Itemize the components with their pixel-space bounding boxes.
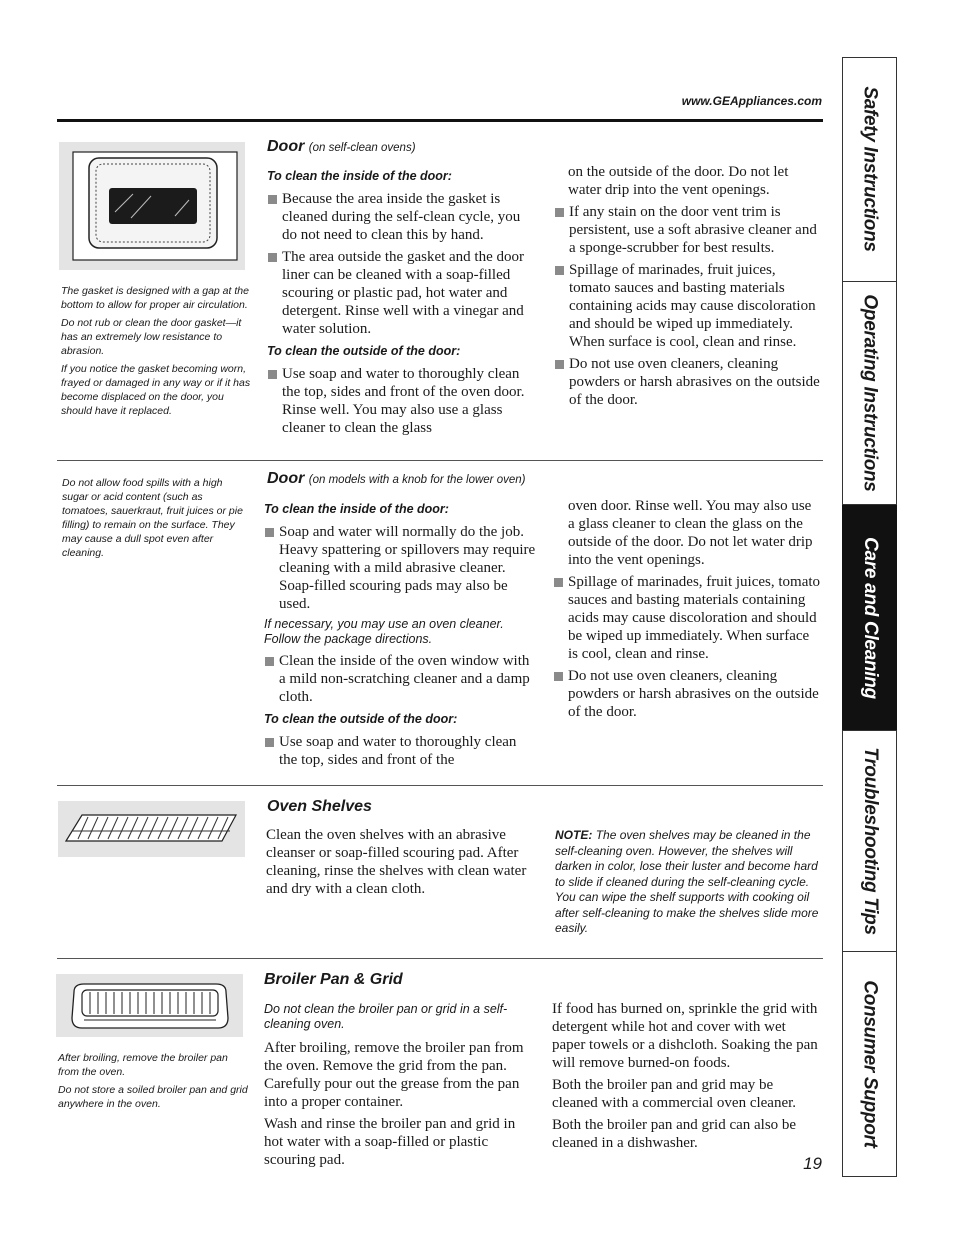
header-rule (57, 119, 823, 122)
tab-care-and-cleaning[interactable] (842, 505, 897, 731)
oven-shelves-body: Clean the oven shelves with an abrasive cleanser or soap-filled scouring pad. After cleaning, rinse the shelves with clean water and dry with a clean cloth. (266, 827, 527, 897)
tab-troubleshooting-tips[interactable] (842, 731, 897, 952)
continued-text: on the outside of the door. Do not let water drip into the vent openings. (568, 164, 789, 198)
bullet-item: Use soap and water to thoroughly clean the top, sides and front of the oven door. Rinse well. You may also use a glass cleaner to clean the glass (267, 365, 537, 437)
tab-operating-instructions[interactable] (842, 282, 897, 505)
bullet-item: If any stain on the door vent trim is persistent, use a soft abrasive cleaner and a sponge-scrubber for best results. (554, 203, 820, 257)
self-clean-warning: Do not clean the broiler pan or grid in a self-cleaning oven. (264, 1002, 508, 1031)
outside-door-heading: To clean the outside of the door: (267, 344, 461, 358)
oven-door-illustration (59, 142, 245, 270)
title-subtitle: (on models with a knob for the lower oven) (308, 474, 526, 486)
note-text: Do not rub or clean the door gasket—it has an extremely low resistance to abrasion. (61, 317, 242, 357)
note-text: Do not store a soiled broiler pan and grid anywhere in the oven. (58, 1084, 248, 1110)
note-text: The gasket is designed with a gap at the bottom to allow for proper air circulation. (61, 285, 249, 311)
oven-cleaner-note: If necessary, you may use an oven cleaner. Follow the package directions. (264, 617, 504, 646)
bullet-item: Soap and water will normally do the job. Heavy spattering or spillovers may require cleaning with a mild abrasive cleaner. Soap-filled scouring pads may also be used. (264, 523, 538, 613)
broiler-right-column (552, 1000, 822, 1156)
paragraph: Wash and rinse the broiler pan and grid in hot water with a soap-filled or plastic scouring pad. (264, 1116, 516, 1168)
note-text: After broiling, remove the broiler pan from the oven. (58, 1052, 228, 1078)
oven-shelves-note (555, 828, 821, 937)
door-knob-left-column (264, 498, 538, 773)
bullet-item: Spillage of marinades, fruit juices, tomato sauces and basting materials containing acids may cause discoloration and should be wiped up immediately. When surface is cool, clean and rinse. (554, 261, 820, 351)
bullet-item: Do not use oven cleaners, cleaning powders or harsh abrasives on the outside of the door. (553, 667, 821, 721)
paragraph: Both the broiler pan and grid can also be cleaned in a dishwasher. (552, 1117, 797, 1151)
broiler-notes (58, 1051, 248, 1115)
tab-consumer-support[interactable] (842, 952, 897, 1176)
section-title-door-knob (267, 470, 525, 488)
title-text: Door (267, 470, 305, 487)
note-label: NOTE: (555, 828, 593, 842)
section-title-door-self-clean (267, 138, 416, 156)
page-number: 19 (803, 1154, 822, 1173)
inside-door-heading: To clean the inside of the door: (264, 502, 449, 516)
section-divider (57, 785, 823, 786)
outside-door-heading: To clean the outside of the door: (264, 712, 458, 726)
broiler-left-column (264, 1002, 536, 1173)
bullet-item: Because the area inside the gasket is cleaned during the self-clean cycle, you do not need to clean this by hand. (267, 190, 537, 244)
door-self-clean-left-column (267, 165, 537, 441)
broiler-pan-illustration (56, 974, 243, 1037)
tab-label: Care and Cleaning (859, 536, 881, 699)
website-url: www.GEAppliances.com (681, 94, 822, 108)
tab-safety-instructions[interactable] (842, 57, 897, 282)
title-text: Door (267, 138, 305, 155)
note-text: If you notice the gasket becoming worn, frayed or damaged in any way or if it has become displaced on the door, you should have it replaced. (61, 363, 251, 417)
paragraph: After broiling, remove the broiler pan from the oven. Remove the grid from the pan. Carefully pour out the grease from the pan into a proper container. (264, 1040, 524, 1110)
section-divider (57, 460, 823, 461)
bullet-item: Spillage of marinades, fruit juices, tomato sauces and basting materials containing acids may cause discoloration and should be wiped up immediately. When surface is cool, clean and rinse. (553, 573, 821, 663)
oven-shelf-icon (58, 801, 245, 857)
note-text: The oven shelves may be cleaned in the self-cleaning oven. However, the shelves will darken in color, lose their luster and become hard to slide if cleaned during the self-cleaning cycle. You can wipe the shelf supports with cooking oil after self-cleaning to make the shelves slide more easily. (555, 828, 819, 935)
gasket-notes (61, 284, 256, 422)
tab-label: Consumer Support (859, 980, 881, 1148)
spill-warning-note: Do not allow food spills with a high sugar or acid content (such as tomatoes, sauerkraut, fruit juices or pie filling) to remain on the surface. They may cause a dull spot even after cleaning. (62, 477, 243, 559)
oven-door-gasket-icon (59, 142, 245, 270)
bullet-item: Use soap and water to thoroughly clean the top, sides and front of the (264, 733, 538, 769)
section-title-broiler-pan: Broiler Pan & Grid (264, 971, 403, 988)
door-self-clean-right-column (554, 163, 820, 413)
paragraph: Both the broiler pan and grid may be cleaned with a commercial oven cleaner. (552, 1077, 797, 1111)
bullet-item: Clean the inside of the oven window with a mild non-scratching cleaner and a damp cloth. (264, 652, 538, 706)
tab-label: Operating Instructions (859, 294, 881, 492)
title-subtitle: (on self-clean ovens) (308, 142, 416, 154)
section-divider (57, 958, 823, 959)
door-knob-right-column (553, 497, 821, 725)
broiler-pan-icon (56, 974, 243, 1037)
continued-text: oven door. Rinse well. You may also use a glass cleaner to clean the glass on the outside of the door. Do not let water drip into the vent openings. (568, 498, 813, 568)
bullet-item: The area outside the gasket and the door liner can be cleaned with a soap-filled scouring or plastic pad, hot water and detergent. Rinse well with a vinegar and water solution. (267, 248, 537, 338)
section-title-oven-shelves: Oven Shelves (267, 798, 372, 815)
paragraph: If food has burned on, sprinkle the grid with detergent while hot and cover with wet paper towels or a dishcloth. Soaking the pan will remove burned-on foods. (552, 1001, 818, 1071)
inside-door-heading: To clean the inside of the door: (267, 169, 452, 183)
tab-label: Troubleshooting Tips (859, 747, 881, 935)
bullet-item: Do not use oven cleaners, cleaning powders or harsh abrasives on the outside of the door. (554, 355, 820, 409)
tab-label: Safety Instructions (859, 86, 881, 252)
oven-shelf-illustration (58, 801, 245, 857)
